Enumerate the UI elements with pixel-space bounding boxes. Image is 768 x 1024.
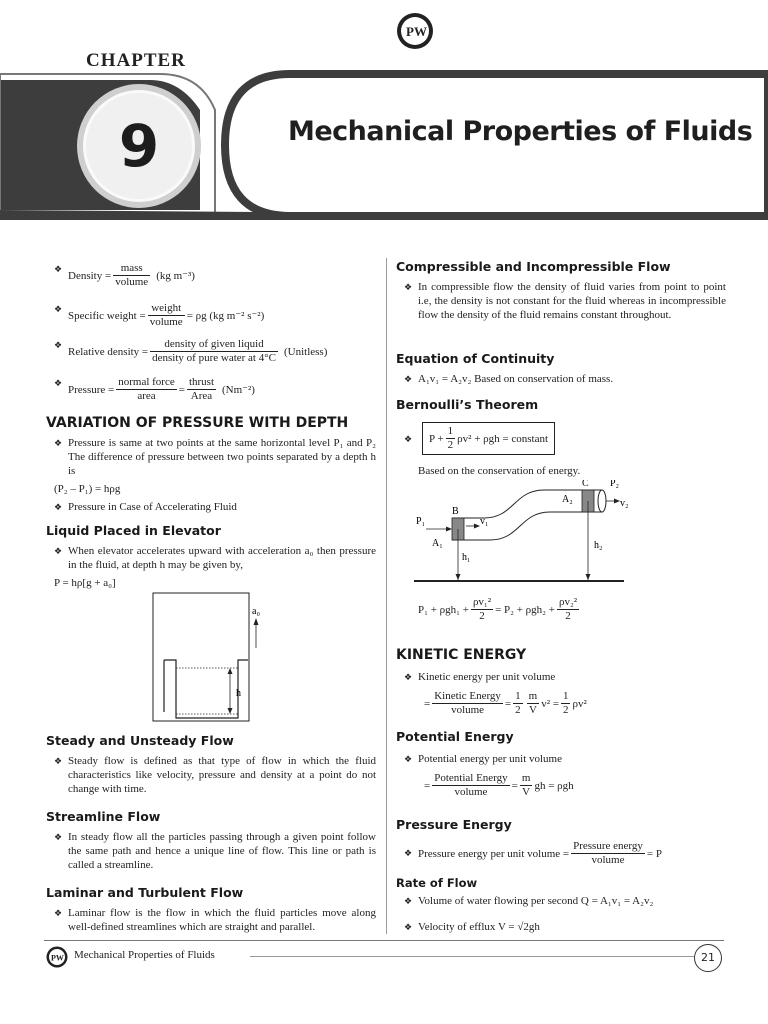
streamline-text: In steady flow all the particles passing through a given point follow the same path and hence a unique line of flow. This line or path is called a streamline. xyxy=(68,831,376,871)
steady-text: Steady flow is defined as that type of flow in which the fluid characteristics like velocity, pressure and density at a point do not change with time. xyxy=(68,755,376,795)
pressure-energy-heading: Pressure Energy xyxy=(396,817,512,832)
compressible-heading: Compressible and Incompressible Flow xyxy=(396,259,671,274)
laminar-text: Laminar flow is the flow in which the fluid particles move along well-defined streamlines which are straight and parallel. xyxy=(68,907,376,933)
density-label: Density = xyxy=(68,269,112,282)
fig-label-p1: P₁ xyxy=(416,516,426,527)
bernoulli-figure xyxy=(414,480,634,584)
elevator-heading: Liquid Placed in Elevator xyxy=(46,523,221,538)
relative-density-label: Relative density = xyxy=(68,345,149,358)
streamline-heading: Streamline Flow xyxy=(46,809,161,824)
fig-label-p2: P₂ xyxy=(610,480,620,489)
footer-pw-logo xyxy=(46,946,68,968)
laminar-heading: Laminar and Turbulent Flow xyxy=(46,885,244,900)
elevator-text: When elevator accelerates upward with acceleration a₀ then pressure in the fluid, at depth h may be given by, xyxy=(68,545,376,571)
footer-rule xyxy=(44,940,724,941)
fig-label-h2: h₂ xyxy=(594,540,603,551)
steady-heading: Steady and Unsteady Flow xyxy=(46,733,234,748)
bernoulli-equation-box: P + $\frac{1}{2}$ ρv² + ρgh = constant xyxy=(422,422,555,455)
density-fraction: $\frac{\text{mass}}{\text{volume}}$ xyxy=(115,262,149,288)
density-unit: (kg m⁻³) xyxy=(156,269,195,282)
accelerating-text: Pressure in Case of Accelerating Fluid xyxy=(68,501,237,513)
pressure-fraction-2: $\frac{\text{thrust}}{\text{Area}}$ xyxy=(188,376,215,402)
pressure-fraction-1: $\frac{\text{normal force}}{\text{area}}$ xyxy=(118,376,175,402)
bernoulli-note: Based on the conservation of energy. xyxy=(418,465,581,477)
continuity-heading: Equation of Continuity xyxy=(396,351,555,366)
variation-formula: (P₂ – P₁) = hρg xyxy=(54,483,121,495)
column-divider xyxy=(386,258,387,934)
kinetic-heading: KINETIC ENERGY xyxy=(396,647,527,663)
pressure-label: Pressure = xyxy=(68,383,115,396)
pw-logo-text: PW xyxy=(406,24,427,39)
potential-text: Potential energy per unit volume xyxy=(418,753,562,765)
fig-label-c: C xyxy=(582,480,589,489)
pressure-unit: (Nm⁻²) xyxy=(222,383,255,396)
bernoulli-heading: Bernoulli’s Theorem xyxy=(396,397,539,412)
pw-logo xyxy=(396,12,434,50)
fig-label-v1: v₁ xyxy=(480,516,489,527)
efflux-text: Velocity of efflux V = √2gh xyxy=(418,921,540,933)
variation-text: Pressure is same at two points at the same horizontal level P₁ and P₂ The difference of pressure between two points separated by a depth h is xyxy=(68,437,376,477)
relative-density-unit: (Unitless) xyxy=(283,345,328,358)
footer-title: Mechanical Properties of Fluids xyxy=(74,949,215,961)
compressible-text: In compressible flow the density of fluid varies from point to point i.e, the density is not constant for the fluid whereas in incompressible flow the density of the fluid remains constant throughout. xyxy=(418,281,726,321)
fig-label-a1: A₁ xyxy=(432,538,443,549)
elevator-accel-label: a₀ xyxy=(252,606,260,617)
specific-weight-fraction: $\frac{\text{weight}}{\text{volume}}$ xyxy=(149,302,183,328)
elevator-figure xyxy=(152,592,282,728)
elevator-formula: P = hρ[g + a₀] xyxy=(54,577,116,589)
chapter-label: CHAPTER xyxy=(86,50,186,71)
fig-label-a2: A₂ xyxy=(562,494,573,505)
rate-text: Volume of water flowing per second Q = A₁v₁ = A₂v₂ xyxy=(418,895,654,907)
kinetic-equation: = $\frac{\text{Kinetic Energy}}{\text{volume}}$ = $\frac{1}{2}$ $\frac{m}{V}$ v² = $\frac{1}{2}$ ρv² xyxy=(424,690,587,716)
relative-density-fraction: $\frac{\text{density of given liquid}}{\text{density of pure water at 4°C}}$ xyxy=(152,338,276,364)
fig-label-v2: v₂ xyxy=(620,498,629,509)
potential-equation: = $\frac{\text{Potential Energy}}{\text{volume}}$ = $\frac{m}{V}$ gh = ρgh xyxy=(424,772,574,798)
specific-weight-rest: = ρg (kg m⁻² s⁻²) xyxy=(186,309,265,322)
elevator-depth-label: h xyxy=(236,688,241,699)
potential-heading: Potential Energy xyxy=(396,729,514,744)
svg-text:PW: PW xyxy=(51,953,64,963)
fig-label-b: B xyxy=(452,506,459,517)
continuity-text: A₁v₁ = A₂v₂ Based on conservation of mass. xyxy=(418,373,614,385)
page-number: 21 xyxy=(694,944,722,972)
specific-weight-label: Specific weight = xyxy=(68,309,146,322)
pressure-energy-text: Pressure energy per unit volume = xyxy=(418,847,570,860)
bernoulli-full-equation: P₁ + ρgh₁ + $\frac{\text{ρv₁²}}{2}$ = P₂ + ρgh₂ + $\frac{\text{ρv₂²}}{2}$ xyxy=(418,596,578,622)
chapter-number: 9 xyxy=(118,112,160,180)
fig-label-h1: h₁ xyxy=(462,552,471,563)
rate-heading: Rate of Flow xyxy=(396,876,478,890)
footer-line xyxy=(250,956,694,957)
variation-heading: VARIATION OF PRESSURE WITH DEPTH xyxy=(46,415,349,431)
kinetic-text: Kinetic energy per unit volume xyxy=(418,671,556,683)
chapter-title: Mechanical Properties of Fluids xyxy=(288,116,753,147)
